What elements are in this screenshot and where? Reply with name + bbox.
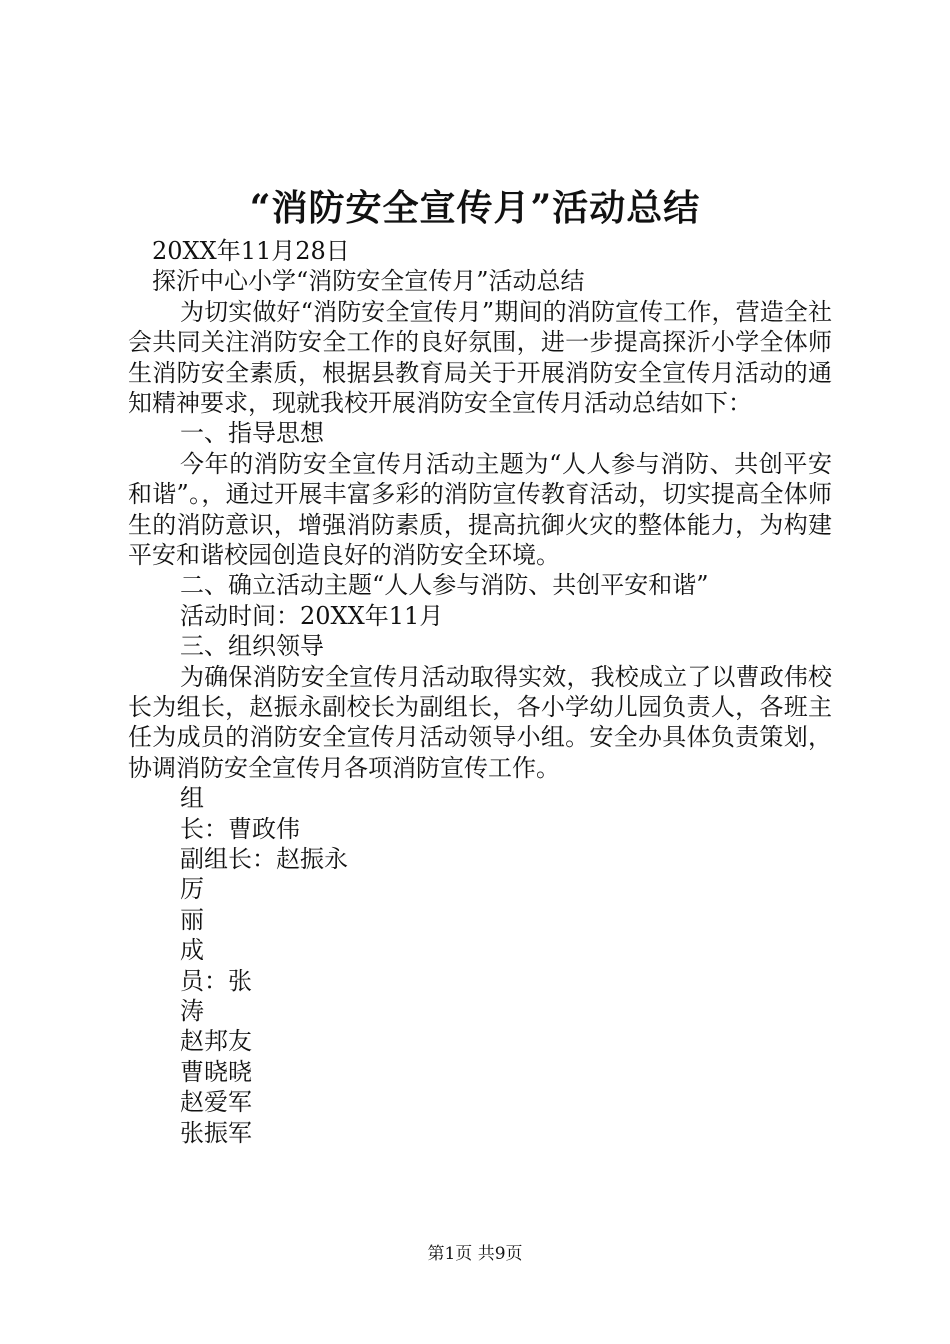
roster-line: 曹晓晓 — [180, 1057, 252, 1086]
document-date: 20XX年11月28日 — [152, 237, 350, 265]
roster-line: 丽 — [180, 905, 204, 934]
roster-line: 长：曹政伟 — [180, 814, 300, 843]
roster-line: 张振军 — [180, 1118, 252, 1147]
document-title: “消防安全宣传月”活动总结 — [249, 187, 701, 229]
roster-line: 组 — [180, 784, 204, 813]
page-footer: 第1页 共9页 — [427, 1244, 523, 1264]
activity-time: 活动时间：20XX年11月 — [180, 601, 444, 630]
roster-line: 涛 — [180, 996, 204, 1025]
roster-line: 员：张 — [180, 966, 252, 995]
section2-heading: 二、确立活动主题“人人参与消防、共创平安和谐” — [180, 571, 709, 600]
document-body — [128, 236, 832, 1148]
section1-heading: 一、指导思想 — [180, 419, 324, 448]
section1-paragraph: 今年的消防安全宣传月活动主题为“人人参与消防、共创平安和谐”。，通过开展丰富多彩的消防宣传教育活动，切实提高全体师生的消防意识，增强消防素质，提高抗御火灾的整体能力，为构建平安和谐校园创造良好的消防安全环境。 — [128, 449, 832, 570]
roster-list — [128, 783, 832, 1148]
roster-line: 成 — [180, 936, 204, 965]
section3-paragraph: 为确保消防安全宣传月活动取得实效，我校成立了以曹政伟校长为组长，赵振永副校长为副组长，各小学幼儿园负责人，各班主任为成员的消防安全宣传月活动领导小组。安全办具体负责策划，协调消防安全宣传月各项消防宣传工作。 — [128, 662, 832, 782]
section3-heading: 三、组织领导 — [180, 632, 324, 661]
roster-line: 副组长：赵振永 — [180, 845, 348, 873]
document-subtitle: 探沂中心小学“消防安全宣传月”活动总结 — [152, 267, 585, 296]
intro-paragraph: 为切实做好“消防安全宣传月”期间的消防宣传工作，营造全社会共同关注消防安全工作的良好氛围，进一步提高探沂小学全体师生消防安全素质，根据县教育局关于开展消防安全宣传月活动的通知精神要求，现就我校开展消防安全宣传月活动总结如下： — [128, 297, 832, 417]
roster-line: 赵爱军 — [180, 1088, 252, 1117]
roster-line: 赵邦友 — [180, 1027, 252, 1056]
roster-line: 厉 — [180, 875, 204, 904]
